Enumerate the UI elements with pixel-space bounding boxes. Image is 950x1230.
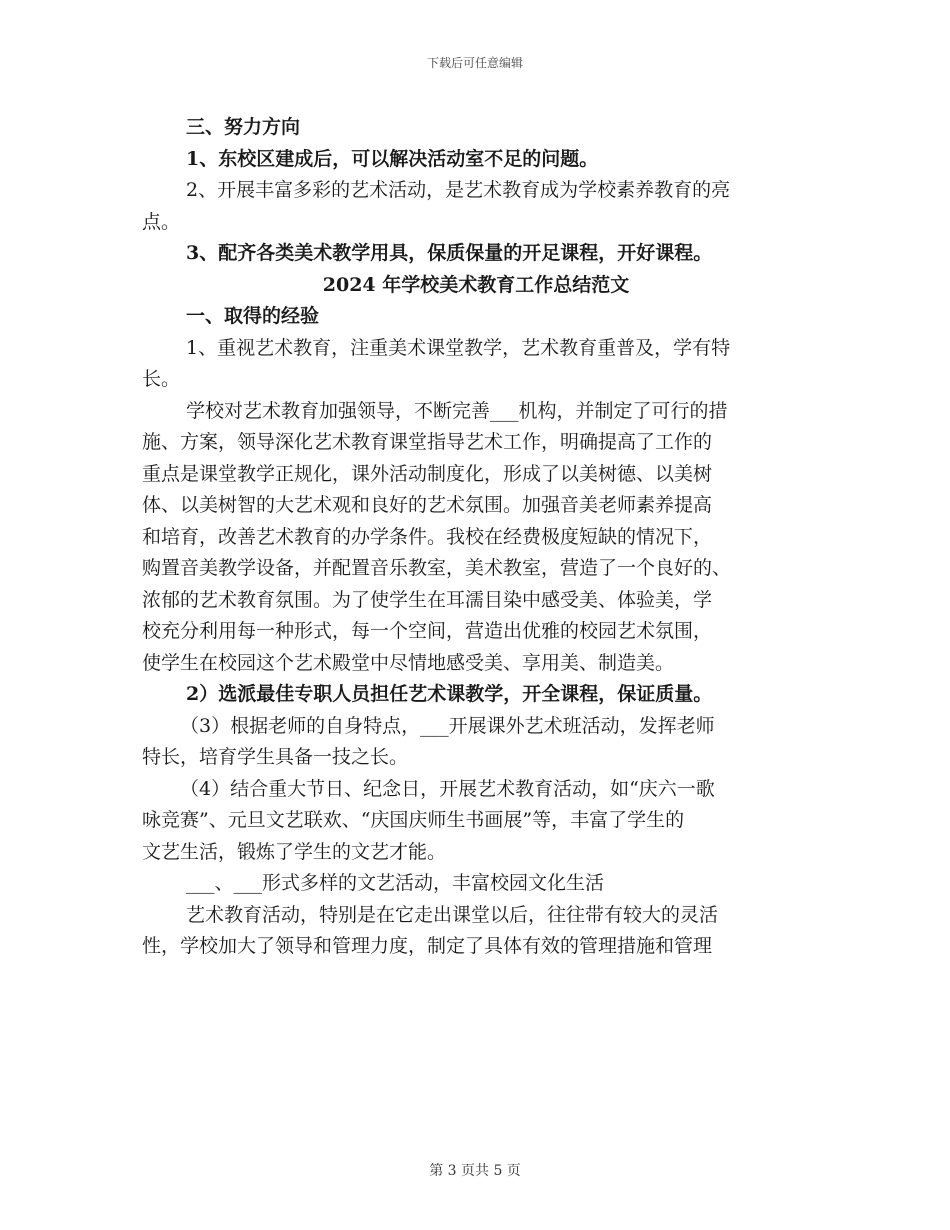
paragraph: 点。 <box>142 210 181 233</box>
page-header: 下载后可任意编辑 <box>426 56 523 70</box>
paragraph: 学校对艺术教育加强领导，不断完善___机构，并制定了可行的措 <box>186 399 728 422</box>
paragraph: 2、开展丰富多彩的艺术活动，是艺术教育成为学校素养教育的亮 <box>186 179 731 201</box>
section-heading: 三、努力方向 <box>186 116 301 138</box>
paragraph: 艺术教育活动，特别是在它走出课堂以后，往往带有较大的灵活 <box>186 903 719 926</box>
paragraph: 1、东校区建成后，可以解决活动室不足的问题。 <box>186 147 599 170</box>
paragraph: 购置音美教学设备，并配置音乐教室，美术教室，营造了一个良好的、 <box>142 557 732 579</box>
paragraph: 性，学校加大了领导和管理力度，制定了具体有效的管理措施和管理 <box>142 935 713 957</box>
paragraph: 体、以美树智的大艺术观和良好的艺术氛围。加强音美老师素养提高 <box>142 494 713 516</box>
paragraph: （4）结合重大节日、纪念日，开展艺术教育活动，如“庆六一歌 <box>180 777 715 800</box>
paragraph: 长。 <box>142 368 181 390</box>
paragraph: 2）选派最佳专职人员担任艺术课教学，开全课程，保证质量。 <box>186 683 713 705</box>
paragraph: 1、重视艺术教育，注重美术课堂教学，艺术教育重普及，学有特 <box>186 336 731 359</box>
paragraph: 3、配齐各类美术教学用具，保质保量的开足课程，开好课程。 <box>186 242 713 264</box>
paragraph: 使学生在校园这个艺术殿堂中尽情地感受美、享用美、制造美。 <box>142 651 675 674</box>
document-body <box>142 112 810 963</box>
paragraph: 文艺生活，锻炼了学生的文艺才能。 <box>142 840 447 863</box>
paragraph: 浓郁的艺术教育氛围。为了使学生在耳濡目染中感受美、体验美，学 <box>142 588 713 611</box>
paragraph: 咏竞赛”、元旦文艺联欢、“庆国庆师生书画展”等，丰富了学生的 <box>142 809 685 831</box>
document-title: 2024 年学校美术教育工作总结范文 <box>322 273 630 296</box>
paragraph: 和培育，改善艺术教育的办学条件。我校在经费极度短缺的情况下， <box>142 525 713 548</box>
paragraph: 重点是课堂教学正规化，课外活动制度化，形成了以美树德、以美树 <box>142 462 713 485</box>
paragraph: ___、___形式多样的文艺活动，丰富校园文化生活 <box>186 872 605 894</box>
section-heading: 一、取得的经验 <box>186 305 320 327</box>
paragraph: （3）根据老师的自身特点，___开展课外艺术班活动，发挥老师 <box>180 714 715 737</box>
page-footer: 第 3 页共 5 页 <box>429 1163 521 1179</box>
paragraph: 校充分利用每一种形式，每一个空间，营造出优雅的校园艺术氛围， <box>142 620 713 642</box>
paragraph: 施、方案，领导深化艺术教育课堂指导艺术工作，明确提高了工作的 <box>142 431 713 453</box>
paragraph: 特长，培育学生具备一技之长。 <box>142 746 409 768</box>
